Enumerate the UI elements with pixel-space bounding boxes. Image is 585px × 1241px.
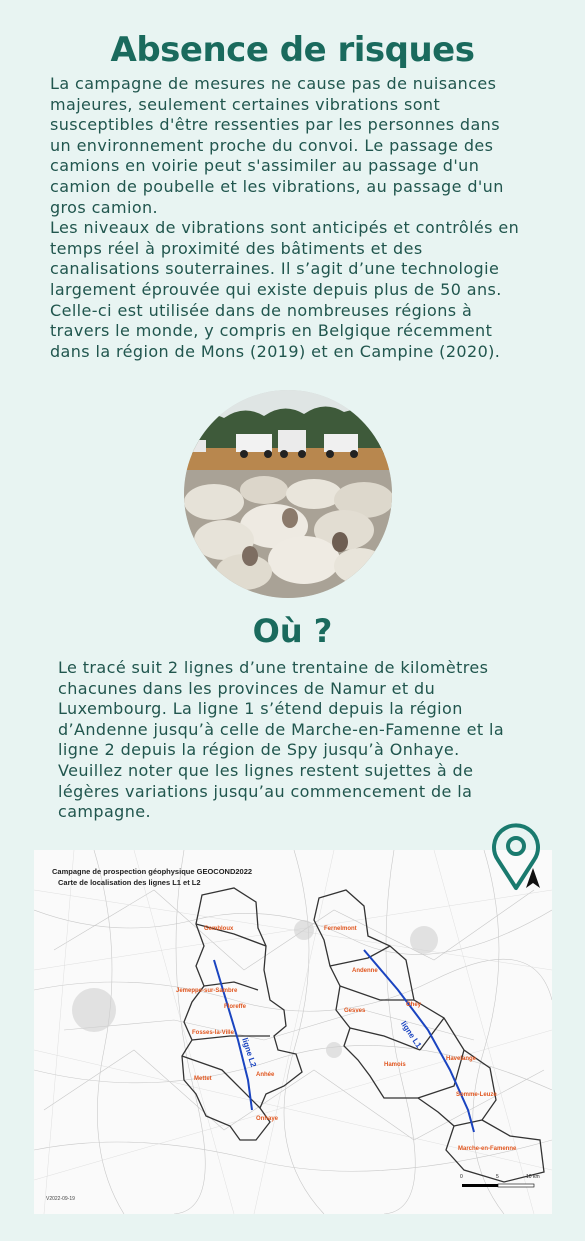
place-label: Somme-Leuze: [456, 1092, 497, 1098]
line-l1-label: ligne L1: [398, 1019, 424, 1050]
text-line: ligne 2 depuis la région de Spy jusqu’à Onhaye.: [58, 740, 460, 760]
place-label: Marche-en-Famenne: [458, 1146, 517, 1152]
text-line: susceptibles d'être ressenties par les personnes dans: [50, 115, 500, 135]
text-line: Les niveaux de vibrations sont anticipés et contrôlés en: [50, 218, 520, 238]
place-label: Gembloux: [204, 926, 234, 932]
text-line: Celle-ci est utilisée dans de nombreuses régions à: [50, 300, 473, 320]
text-line: travers le monde, y compris en Belgique récemment: [50, 321, 493, 341]
place-label: Ohey: [406, 1002, 422, 1008]
place-label: Floreffe: [224, 1004, 247, 1010]
text-line: camions en voirie peut s'assimiler au passage d'un: [50, 156, 480, 176]
north-arrow-icon: [524, 866, 542, 894]
line-l2-label: ligne L2: [240, 1036, 259, 1069]
place-label: Anhée: [256, 1072, 275, 1078]
place-label: Fosses-la-Ville: [192, 1030, 234, 1036]
map-version: V2022-09-19: [46, 1196, 75, 1202]
text-line: largement éprouvée qui existe depuis plus de 50 ans.: [50, 279, 502, 299]
place-label: Gesves: [344, 1008, 366, 1014]
text-line: campagne.: [58, 802, 151, 822]
map-title-line: Carte de localisation des lignes L1 et L2: [58, 878, 201, 887]
text-line: gros camion.: [50, 197, 159, 217]
text-line: chacunes dans les provinces de Namur et du: [58, 678, 436, 698]
text-line: Le tracé suit 2 lignes d’une trentaine de kilomètres: [58, 658, 489, 677]
place-label: Mettet: [194, 1076, 212, 1082]
text-line: dans la région de Mons (2019) et en Campine (2020).: [50, 341, 501, 361]
map-title: [52, 866, 252, 888]
scale-label: 5: [496, 1174, 499, 1180]
sheep-photo: [184, 390, 392, 598]
text-line: La campagne de mesures ne cause pas de nuisances: [50, 74, 497, 93]
map-title-line: Campagne de prospection géophysique GEOCOND2022: [52, 867, 253, 876]
place-label: Andenne: [352, 968, 378, 974]
risks-paragraph: [50, 74, 528, 362]
text-line: canalisations souterraines. Il s’agit d’une technologie: [50, 259, 500, 279]
text-line: Luxembourg. La ligne 1 s’étend depuis la région: [58, 699, 463, 719]
where-paragraph: [58, 658, 526, 823]
scale-label: 10 km: [526, 1174, 540, 1180]
text-line: un environnement proche du convoi. Le passage des: [50, 135, 494, 155]
section-title-risks: Absence de risques: [110, 30, 475, 70]
text-line: d’Andenne jusqu’à celle de Marche-en-Famenne et la: [58, 719, 505, 739]
text-line: temps réel à proximité des bâtiments et des: [50, 238, 423, 258]
map-scale: [458, 1174, 542, 1204]
map-background: [34, 850, 552, 1214]
place-label: Jemeppe-sur-Sambre: [176, 988, 238, 994]
place-label: Fernelmont: [324, 926, 357, 932]
text-line: camion de poubelle et les vibrations, au passage d'un: [50, 176, 504, 196]
place-label: Havelange: [446, 1056, 477, 1062]
text-line: légères variations jusqu’au commencement de la: [58, 781, 473, 801]
scale-label: 0: [460, 1174, 463, 1180]
place-label: Hamois: [384, 1062, 406, 1068]
place-label: Onhaye: [256, 1116, 279, 1122]
section-title-where: Où ?: [252, 612, 333, 650]
text-line: Veuillez noter que les lignes restent sujettes à de: [58, 760, 474, 780]
location-map: [34, 850, 552, 1214]
text-line: majeures, seulement certaines vibrations sont: [50, 94, 441, 114]
